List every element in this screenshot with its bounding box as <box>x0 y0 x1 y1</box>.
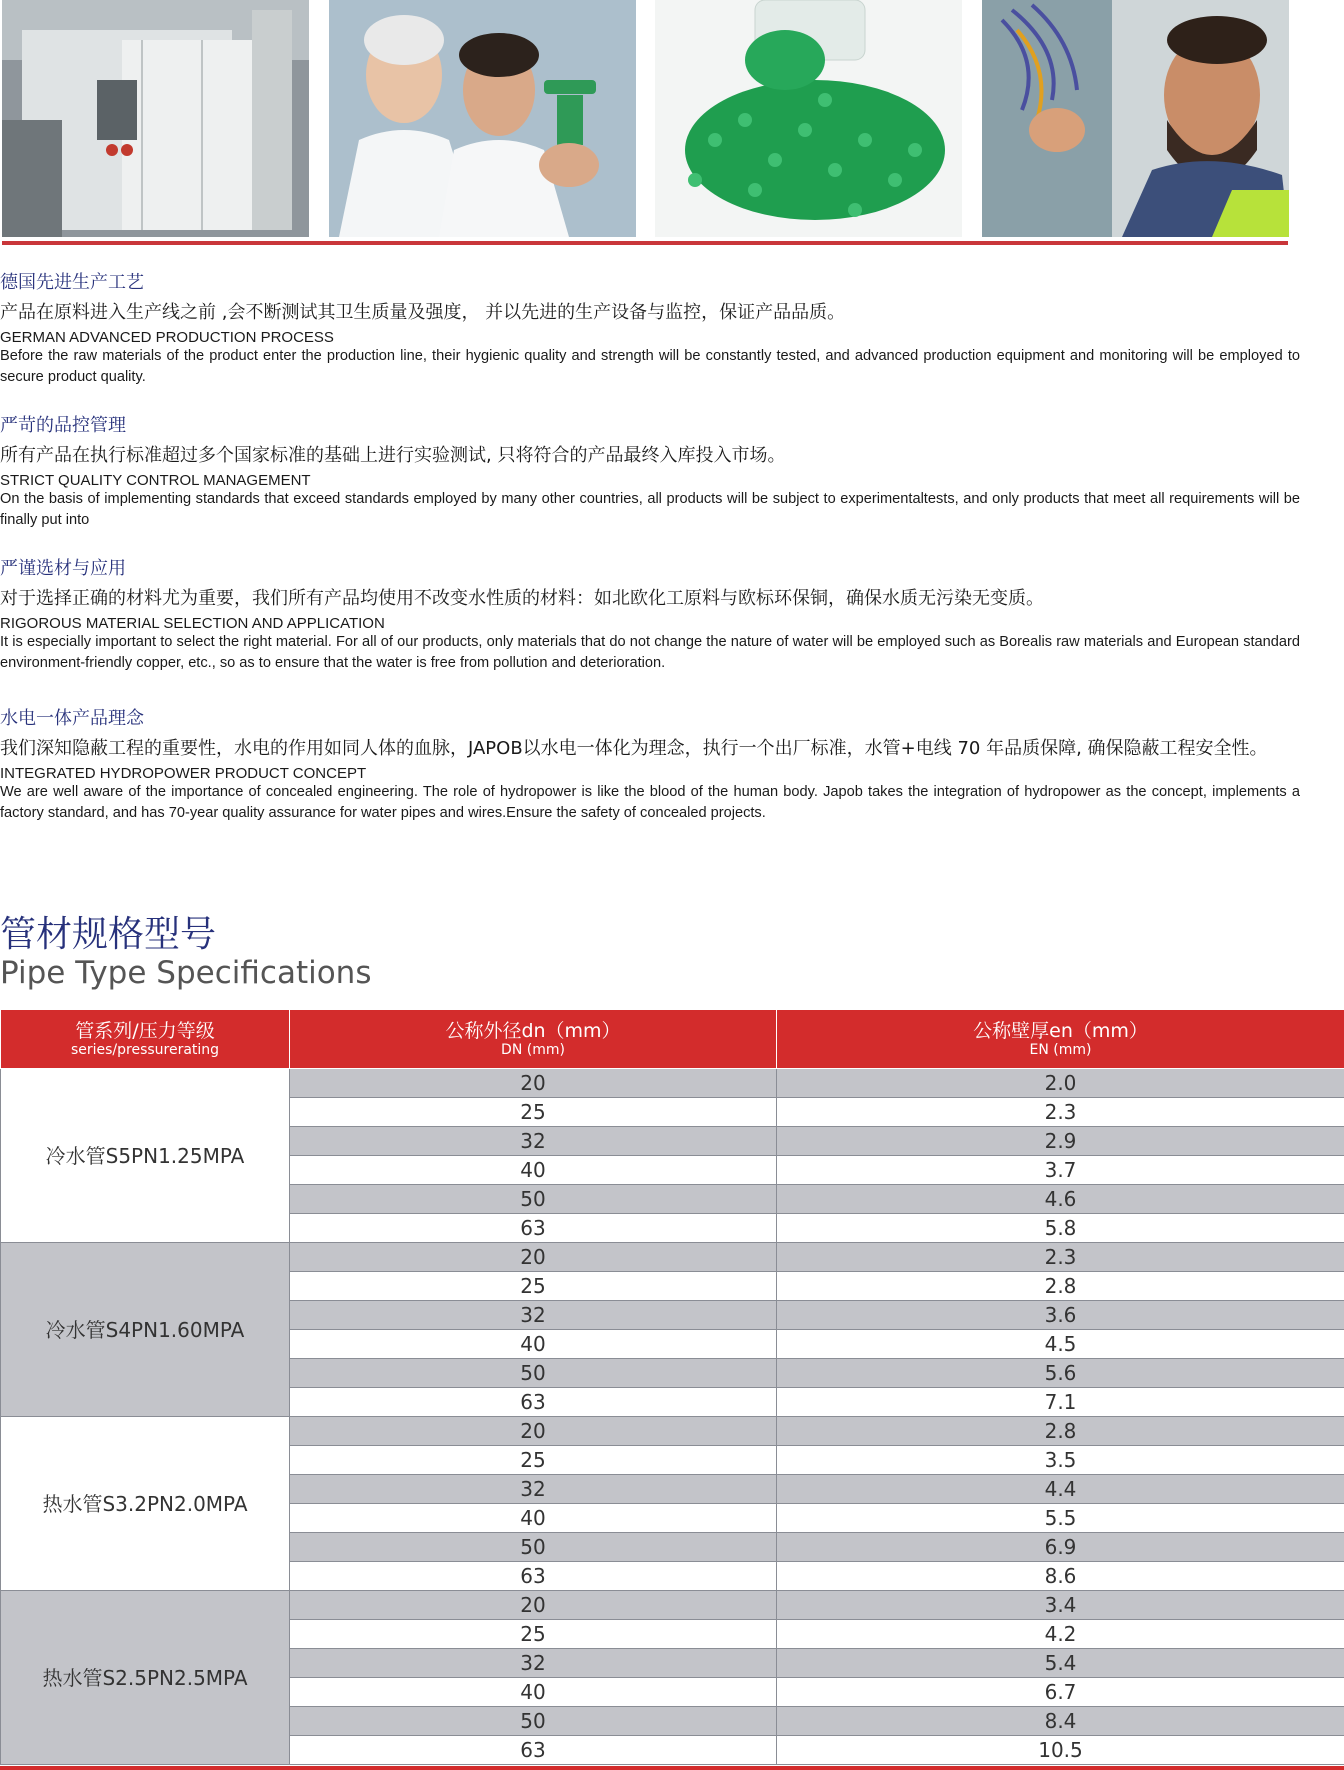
table-row <box>1 1591 1344 1620</box>
wall-thickness-cell: 4.5 <box>777 1330 1344 1359</box>
section-body-en: Before the raw materials of the product enter the production line, their hygienic quality and strength will be constantly tested, and advanced production equipment and monitoring will be employed to secure product quality. <box>0 348 1300 385</box>
spec-title-cn: 管材规格型号 <box>0 914 217 955</box>
wall-thickness-cell: 2.0 <box>777 1069 1344 1098</box>
section-production-process <box>0 272 1300 388</box>
wall-thickness-cell: 7.1 <box>777 1388 1344 1417</box>
wall-thickness-cell: 5.6 <box>777 1359 1344 1388</box>
header-series <box>1 1010 290 1069</box>
section-body-cn: 我们深知隐蔽工程的重要性，水电的作用如同人体的血脉，JAPOB以水电一体化为理念，执行一个出厂标准，水管+电线 70 年品质保障, 确保隐蔽工程安全性。 <box>0 738 1268 759</box>
section-body-cn: 所有产品在执行标准超过多个国家标准的基础上进行实验测试, 只将符合的产品最终入库投入市场。 <box>0 445 786 466</box>
outer-diameter-cell: 25 <box>290 1620 777 1649</box>
outer-diameter-cell: 40 <box>290 1156 777 1185</box>
photo-strip <box>2 0 1288 237</box>
section-material-selection <box>0 558 1300 674</box>
divider-rule <box>2 241 1288 245</box>
electrician-wiring-photo <box>982 0 1289 237</box>
header-label-en: DN (mm) <box>501 1042 565 1058</box>
wall-thickness-cell: 8.6 <box>777 1562 1344 1591</box>
wall-thickness-cell: 5.4 <box>777 1649 1344 1678</box>
wall-thickness-cell: 5.8 <box>777 1214 1344 1243</box>
header-label-en: series/pressurerating <box>70 1042 220 1058</box>
outer-diameter-cell: 50 <box>290 1185 777 1214</box>
wall-thickness-cell: 5.5 <box>777 1504 1344 1533</box>
series-cell: 热水管S3.2PN2.0MPA <box>1 1417 290 1591</box>
header-label-cn: 公称壁厚en（mm） <box>973 1020 1148 1042</box>
outer-diameter-cell: 20 <box>290 1417 777 1446</box>
header-label-cn: 公称外径dn（mm） <box>445 1020 621 1042</box>
header-label-cn: 管系列/压力等级 <box>75 1020 215 1042</box>
section-title-cn: 水电一体产品理念 <box>0 708 144 729</box>
series-cell: 热水管S2.5PN2.5MPA <box>1 1591 290 1765</box>
wall-thickness-cell: 2.9 <box>777 1127 1344 1156</box>
section-title-cn: 德国先进生产工艺 <box>0 272 144 293</box>
outer-diameter-cell: 32 <box>290 1649 777 1678</box>
pipe-spec-table <box>0 1009 1344 1765</box>
wall-thickness-cell: 2.8 <box>777 1272 1344 1301</box>
wall-thickness-cell: 4.4 <box>777 1475 1344 1504</box>
wall-thickness-cell: 2.8 <box>777 1417 1344 1446</box>
outer-diameter-cell: 25 <box>290 1098 777 1127</box>
wall-thickness-cell: 3.6 <box>777 1301 1344 1330</box>
outer-diameter-cell: 32 <box>290 1127 777 1156</box>
table-row <box>1 1069 1344 1098</box>
wall-thickness-cell: 6.7 <box>777 1678 1344 1707</box>
wall-thickness-cell: 4.6 <box>777 1185 1344 1214</box>
outer-diameter-cell: 20 <box>290 1243 777 1272</box>
wall-thickness-cell: 6.9 <box>777 1533 1344 1562</box>
outer-diameter-cell: 20 <box>290 1591 777 1620</box>
section-hydropower-concept <box>0 708 1300 824</box>
outer-diameter-cell: 40 <box>290 1504 777 1533</box>
header-wall-thickness <box>777 1010 1344 1069</box>
outer-diameter-cell: 40 <box>290 1330 777 1359</box>
outer-diameter-cell: 40 <box>290 1678 777 1707</box>
outer-diameter-cell: 63 <box>290 1214 777 1243</box>
outer-diameter-cell: 63 <box>290 1388 777 1417</box>
outer-diameter-cell: 25 <box>290 1272 777 1301</box>
wall-thickness-cell: 3.4 <box>777 1591 1344 1620</box>
wall-thickness-cell: 2.3 <box>777 1243 1344 1272</box>
section-title-en: STRICT QUALITY CONTROL MANAGEMENT <box>0 472 311 489</box>
section-body-cn: 对于选择正确的材料尤为重要，我们所有产品均使用不改变水性质的材料：如北欧化工原料与欧标环保铜，确保水质无污染无变质。 <box>0 588 1044 609</box>
wall-thickness-cell: 8.4 <box>777 1707 1344 1736</box>
extrusion-machine-photo <box>2 0 309 237</box>
outer-diameter-cell: 32 <box>290 1475 777 1504</box>
wall-thickness-cell: 10.5 <box>777 1736 1344 1765</box>
section-quality-control <box>0 415 1300 531</box>
series-cell: 冷水管S4PN1.60MPA <box>1 1243 290 1417</box>
outer-diameter-cell: 50 <box>290 1533 777 1562</box>
header-label-en: EN (mm) <box>1029 1042 1092 1058</box>
engineers-inspecting-valve-photo <box>329 0 636 237</box>
wall-thickness-cell: 3.5 <box>777 1446 1344 1475</box>
outer-diameter-cell: 25 <box>290 1446 777 1475</box>
table-header-row <box>1 1010 1344 1069</box>
bottom-rule <box>0 1766 1344 1770</box>
section-body-cn: 产品在原料进入生产线之前 ,会不断测试其卫生质量及强度， 并以先进的生产设备与监控，保证产品品质。 <box>0 302 846 323</box>
outer-diameter-cell: 63 <box>290 1562 777 1591</box>
wall-thickness-cell: 3.7 <box>777 1156 1344 1185</box>
section-body-en: It is especially important to select the right material. For all of our products, only materials that do not change the nature of water will be employed such as Borealis raw materials and European standard environment-friendly copper, etc., so as to ensure that the water is free from pollution and deterioration. <box>0 634 1300 671</box>
header-outer-diameter <box>290 1010 777 1069</box>
series-cell: 冷水管S5PN1.25MPA <box>1 1069 290 1243</box>
wall-thickness-cell: 2.3 <box>777 1098 1344 1127</box>
section-body-en: On the basis of implementing standards that exceed standards employed by many other countries, all products will be subject to experimentaltests, and only products that meet all requirements will be finally put into <box>0 491 1300 528</box>
section-title-cn: 严苛的品控管理 <box>0 415 126 436</box>
outer-diameter-cell: 50 <box>290 1707 777 1736</box>
outer-diameter-cell: 20 <box>290 1069 777 1098</box>
outer-diameter-cell: 32 <box>290 1301 777 1330</box>
section-title-en: GERMAN ADVANCED PRODUCTION PROCESS <box>0 329 334 346</box>
wall-thickness-cell: 4.2 <box>777 1620 1344 1649</box>
table-body <box>1 1069 1344 1765</box>
section-title-cn: 严谨选材与应用 <box>0 558 126 579</box>
outer-diameter-cell: 50 <box>290 1359 777 1388</box>
table-row <box>1 1243 1344 1272</box>
spec-title-en: Pipe Type Specifications <box>0 955 372 991</box>
section-title-en: RIGOROUS MATERIAL SELECTION AND APPLICATION <box>0 615 385 632</box>
table-row <box>1 1417 1344 1446</box>
section-title-en: INTEGRATED HYDROPOWER PRODUCT CONCEPT <box>0 765 367 782</box>
outer-diameter-cell: 63 <box>290 1736 777 1765</box>
green-pellets-photo <box>655 0 962 237</box>
section-body-en: We are well aware of the importance of concealed engineering. The role of hydropower is like the blood of the human body. Japob takes the integration of hydropower as the concept, implements a factory standard, and has 70-year quality assurance for water pipes and wires.Ensure the safety of concealed projects. <box>0 784 1300 821</box>
